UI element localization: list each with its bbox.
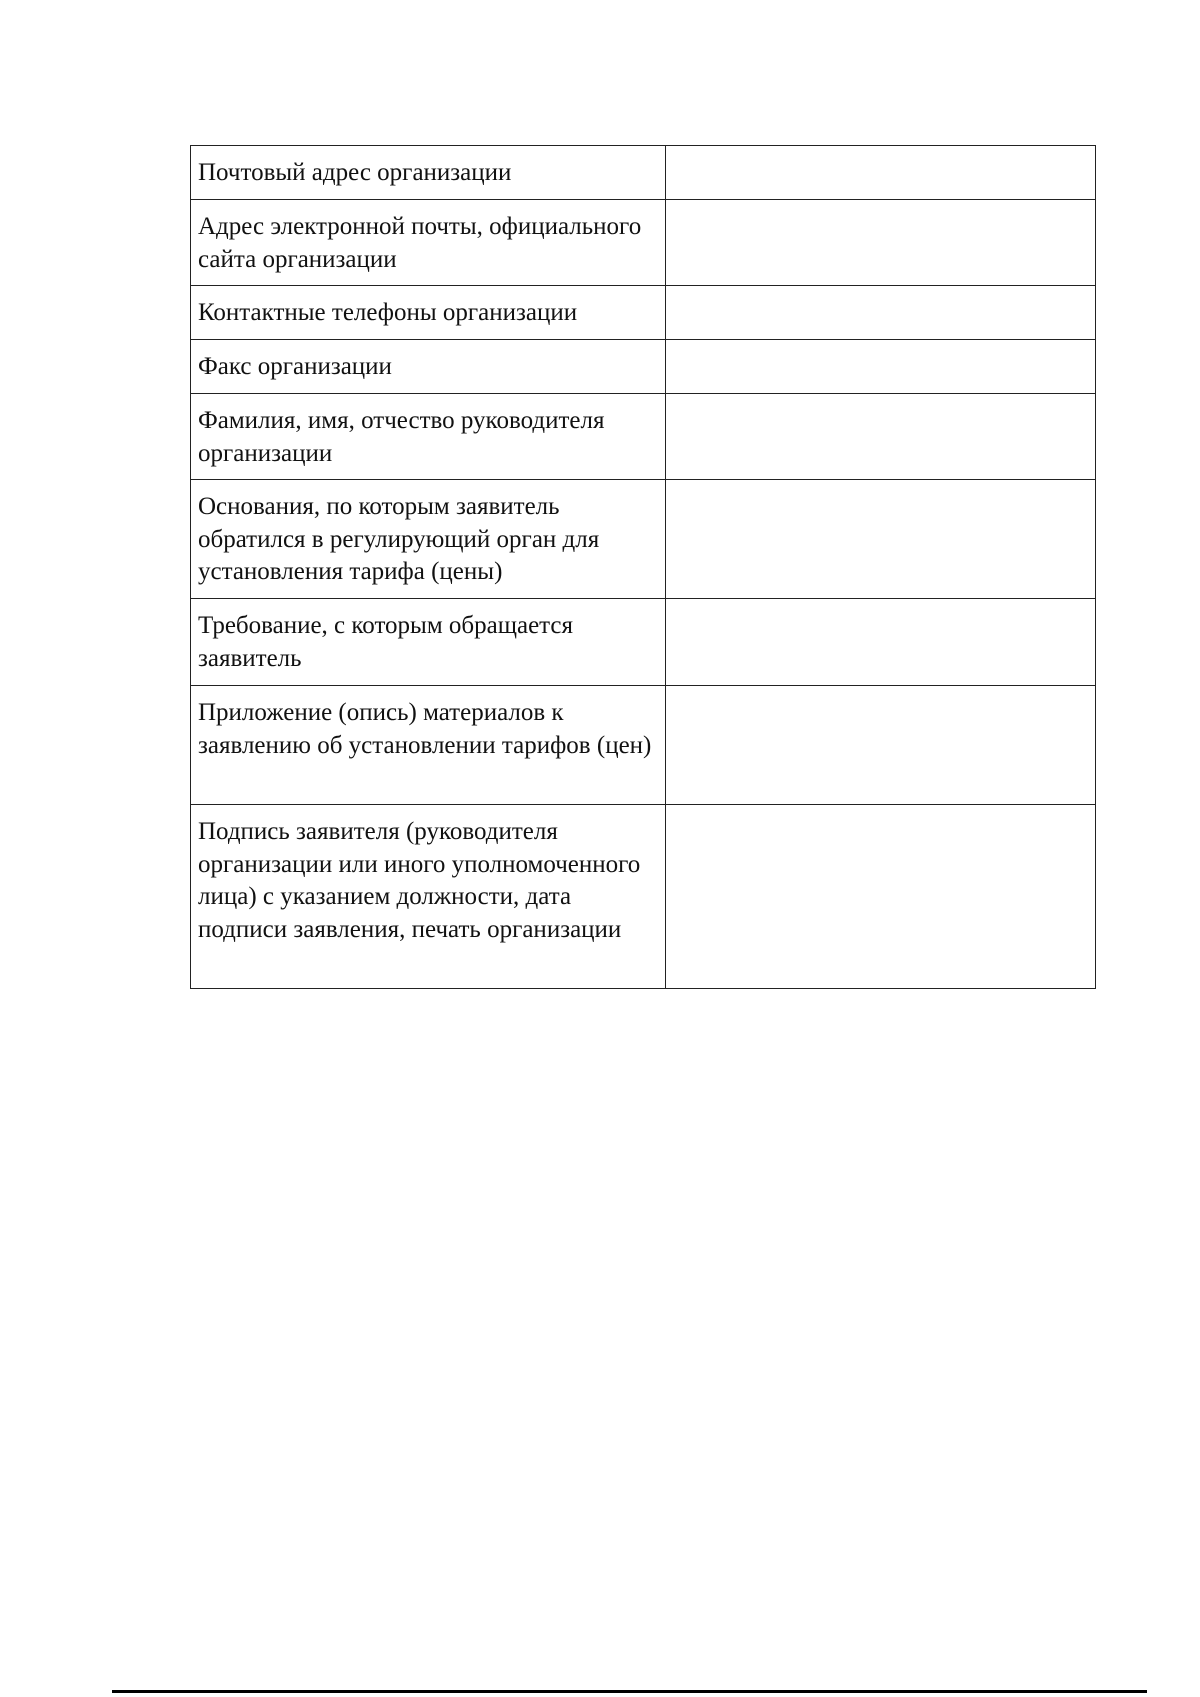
application-form-table: [190, 145, 1096, 989]
table-row-attachments: [191, 686, 1096, 805]
table-row-postal-address: [191, 146, 1096, 200]
value-signature[interactable]: [666, 805, 1096, 989]
table-row-contact-phones: [191, 286, 1096, 340]
value-postal-address[interactable]: [666, 146, 1096, 200]
value-fax[interactable]: [666, 340, 1096, 394]
table-row-signature: [191, 805, 1096, 989]
label-attachments: Приложение (опись) материалов к заявлению об установлении тарифов (цен): [191, 686, 666, 805]
value-director-name[interactable]: [666, 394, 1096, 480]
label-grounds: Основания, по которым заявитель обратился в регулирующий орган для установления тарифа (цены): [191, 480, 666, 599]
page-bottom-rule: [112, 1690, 1147, 1693]
value-grounds[interactable]: [666, 480, 1096, 599]
table-row-requirement: [191, 599, 1096, 686]
value-attachments[interactable]: [666, 686, 1096, 805]
value-requirement[interactable]: [666, 599, 1096, 686]
table-row-director-name: [191, 394, 1096, 480]
label-requirement: Требование, с которым обращается заявитель: [191, 599, 666, 686]
table-row-email-website: [191, 200, 1096, 286]
table-row-grounds: [191, 480, 1096, 599]
table-row-fax: [191, 340, 1096, 394]
label-postal-address: Почтовый адрес организации: [191, 146, 666, 200]
label-contact-phones: Контактные телефоны организации: [191, 286, 666, 340]
value-contact-phones[interactable]: [666, 286, 1096, 340]
label-fax: Факс организации: [191, 340, 666, 394]
label-email-website: Адрес электронной почты, официального сайта организации: [191, 200, 666, 286]
label-signature: Подпись заявителя (руководителя организации или иного уполномоченного лица) с указанием должности, дата подписи заявления, печать организации: [191, 805, 666, 989]
label-director-name: Фамилия, имя, отчество руководителя организации: [191, 394, 666, 480]
value-email-website[interactable]: [666, 200, 1096, 286]
